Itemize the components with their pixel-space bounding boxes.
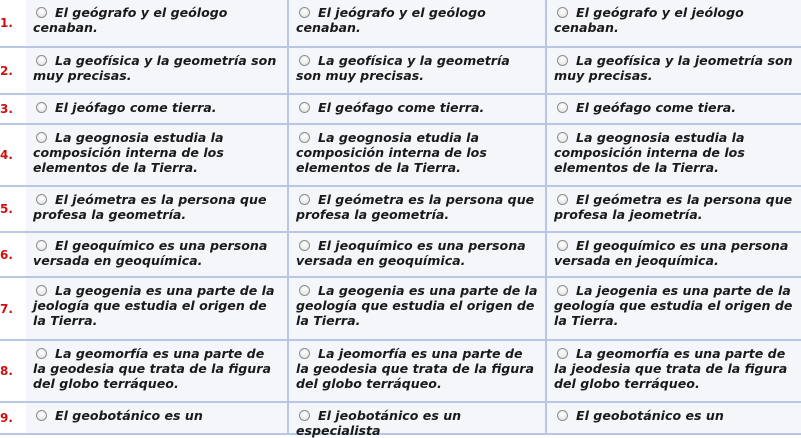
answer-option[interactable] (554, 53, 795, 83)
answer-cell (289, 95, 545, 123)
answer-cell (547, 125, 801, 185)
answer-option[interactable] (33, 283, 281, 328)
radio-button[interactable] (36, 55, 47, 66)
column-divider (287, 48, 289, 93)
answer-cell (547, 403, 801, 433)
answer-text: El geógrafo y el geólogo cenaban. (33, 5, 228, 35)
answer-option[interactable] (554, 192, 795, 222)
answer-cell (26, 341, 287, 401)
question-number: 7. (0, 301, 13, 316)
answer-option[interactable] (554, 130, 795, 175)
column-divider (287, 95, 289, 123)
radio-button[interactable] (557, 102, 568, 113)
radio-button[interactable] (36, 7, 47, 18)
column-divider (545, 403, 547, 433)
answer-option[interactable] (33, 192, 281, 222)
answer-text: El jeoquímico es una persona versada en geoquímica. (296, 238, 526, 268)
question-number: 8. (0, 364, 13, 378)
answer-cell (547, 187, 801, 231)
answer-cell (547, 48, 801, 93)
answer-option[interactable] (33, 238, 281, 268)
answer-cell (547, 0, 801, 46)
answer-text: La geomorfía es una parte de la jeodesia que trata de la figura del globo terráqueo. (554, 346, 788, 391)
radio-button[interactable] (557, 285, 568, 296)
answer-cell (26, 125, 287, 185)
answer-text: La geofísica y la geometría son muy precisas. (33, 53, 277, 83)
column-divider (545, 341, 547, 401)
answer-option[interactable] (554, 100, 795, 115)
answer-option[interactable] (33, 53, 281, 83)
answer-text: El jeobotánico es un especialista (296, 408, 462, 438)
radio-button[interactable] (299, 285, 310, 296)
answer-text: La geogenia es una parte de la jeología que estudia el origen de la Tierra. (33, 283, 275, 328)
answer-option[interactable] (296, 53, 539, 83)
answer-text: La geofísica y la jeometría son muy precisas. (554, 53, 793, 83)
question-row (0, 403, 801, 438)
answer-cell (26, 403, 287, 433)
answer-text: El geófago come tierra. (318, 100, 485, 115)
answer-cell (547, 278, 801, 339)
answer-cell (26, 187, 287, 231)
radio-button[interactable] (557, 132, 568, 143)
answer-text: La geognosia etudia la composición interna de los elementos de la Tierra. (296, 130, 487, 175)
answer-option[interactable] (296, 238, 539, 268)
answer-option[interactable] (296, 100, 539, 115)
question-number: 2. (0, 63, 13, 78)
radio-button[interactable] (36, 194, 47, 205)
answer-cell (26, 278, 287, 339)
answer-option[interactable] (33, 346, 281, 391)
answer-cell (289, 48, 545, 93)
answer-option[interactable] (296, 346, 539, 391)
radio-button[interactable] (557, 348, 568, 359)
answer-option[interactable] (554, 346, 795, 391)
column-divider (287, 341, 289, 401)
column-divider (287, 278, 289, 339)
radio-button[interactable] (299, 132, 310, 143)
radio-button[interactable] (299, 240, 310, 251)
answer-option[interactable] (33, 100, 281, 115)
column-divider (545, 48, 547, 93)
question-number: 4. (0, 148, 13, 162)
radio-button[interactable] (557, 410, 568, 421)
question-number: 6. (0, 247, 13, 262)
answer-option[interactable] (554, 283, 795, 328)
radio-button[interactable] (299, 194, 310, 205)
question-row (0, 341, 801, 403)
column-divider (287, 125, 289, 185)
column-divider (287, 233, 289, 276)
column-divider (545, 95, 547, 123)
answer-cell (547, 95, 801, 123)
answer-cell (547, 233, 801, 276)
answer-cell (289, 233, 545, 276)
answer-text: El geómetra es la persona que profesa la geometría. (296, 192, 535, 222)
answer-cell (289, 403, 545, 438)
answer-cell (26, 95, 287, 123)
answer-cell (289, 278, 545, 339)
question-row (0, 48, 801, 95)
column-divider (545, 125, 547, 185)
answer-cell (547, 341, 801, 401)
answer-cell (26, 0, 287, 46)
answer-text: La jeogenia es una parte de la geología que estudia el origen de la Tierra. (554, 283, 793, 328)
answer-text: El geógrafo y el jeólogo cenaban. (554, 5, 744, 35)
column-divider (545, 0, 547, 46)
radio-button[interactable] (36, 132, 47, 143)
answer-cell (289, 125, 545, 185)
answer-text: La geognosia estudia la composición interna de los elementos de la Tierra. (33, 130, 224, 175)
answer-text: La geomorfía es una parte de la geodesia que trata de la figura del globo terráqueo. (33, 346, 271, 391)
radio-button[interactable] (299, 7, 310, 18)
answer-cell (26, 233, 287, 276)
answer-text: El geoquímico es una persona versada en geoquímica. (33, 238, 268, 268)
answer-text: La jeomorfía es una parte de la geodesia que trata de la figura del globo terráqueo. (296, 346, 534, 391)
answer-text: La geognosia estudia la composición interna de los elementos de la Tierra. (554, 130, 745, 175)
radio-button[interactable] (36, 348, 47, 359)
answer-cell (26, 48, 287, 93)
answer-text: El jeógrafo y el geólogo cenaban. (296, 5, 486, 35)
question-number: 1. (0, 16, 13, 30)
question-number: 3. (0, 102, 13, 116)
column-divider (545, 278, 547, 339)
question-row (0, 125, 801, 187)
radio-button[interactable] (36, 410, 47, 421)
answer-cell (289, 0, 545, 46)
answer-option[interactable] (554, 408, 795, 423)
answer-text: El geobotánico es un (55, 408, 203, 423)
radio-button[interactable] (299, 348, 310, 359)
answer-text: El jeómetra es la persona que profesa la geometría. (33, 192, 267, 222)
column-divider (545, 187, 547, 231)
question-number: 9. (0, 411, 13, 425)
radio-button[interactable] (299, 102, 310, 113)
answer-option[interactable] (33, 130, 281, 175)
answer-text: El geobotánico es un (576, 408, 724, 423)
radio-button[interactable] (299, 410, 310, 421)
radio-button[interactable] (36, 285, 47, 296)
radio-button[interactable] (557, 194, 568, 205)
answer-option[interactable] (33, 5, 281, 35)
column-divider (545, 233, 547, 276)
column-divider (287, 187, 289, 231)
question-row (0, 278, 801, 341)
answer-text: La geogenia es una parte de la geología que estudia el origen de la Tierra. (296, 283, 538, 328)
question-row (0, 233, 801, 278)
question-number: 5. (0, 202, 13, 216)
answer-text: La geofísica y la geometría son muy precisas. (296, 53, 510, 83)
radio-button[interactable] (36, 240, 47, 251)
answer-option[interactable] (554, 5, 795, 35)
answer-cell (289, 187, 545, 231)
answer-option[interactable] (296, 5, 539, 35)
answer-text: El geófago come tiera. (576, 100, 737, 115)
column-divider (287, 403, 289, 433)
answer-text: El jeófago come tierra. (55, 100, 217, 115)
radio-button[interactable] (299, 55, 310, 66)
question-row (0, 187, 801, 233)
question-row (0, 0, 801, 48)
radio-button[interactable] (557, 7, 568, 18)
answer-text: El geoquímico es una persona versada en jeoquímica. (554, 238, 789, 268)
answer-option[interactable] (33, 408, 281, 423)
answer-option[interactable] (296, 192, 539, 222)
radio-button[interactable] (36, 102, 47, 113)
answer-option[interactable] (296, 283, 539, 328)
column-divider (287, 0, 289, 46)
answer-option[interactable] (554, 238, 795, 268)
answer-option[interactable] (296, 130, 539, 175)
question-row (0, 95, 801, 125)
radio-button[interactable] (557, 55, 568, 66)
answer-option[interactable] (296, 408, 539, 438)
radio-button[interactable] (557, 240, 568, 251)
answer-cell (289, 341, 545, 401)
answer-text: El geómetra es la persona que profesa la jeometría. (554, 192, 793, 222)
